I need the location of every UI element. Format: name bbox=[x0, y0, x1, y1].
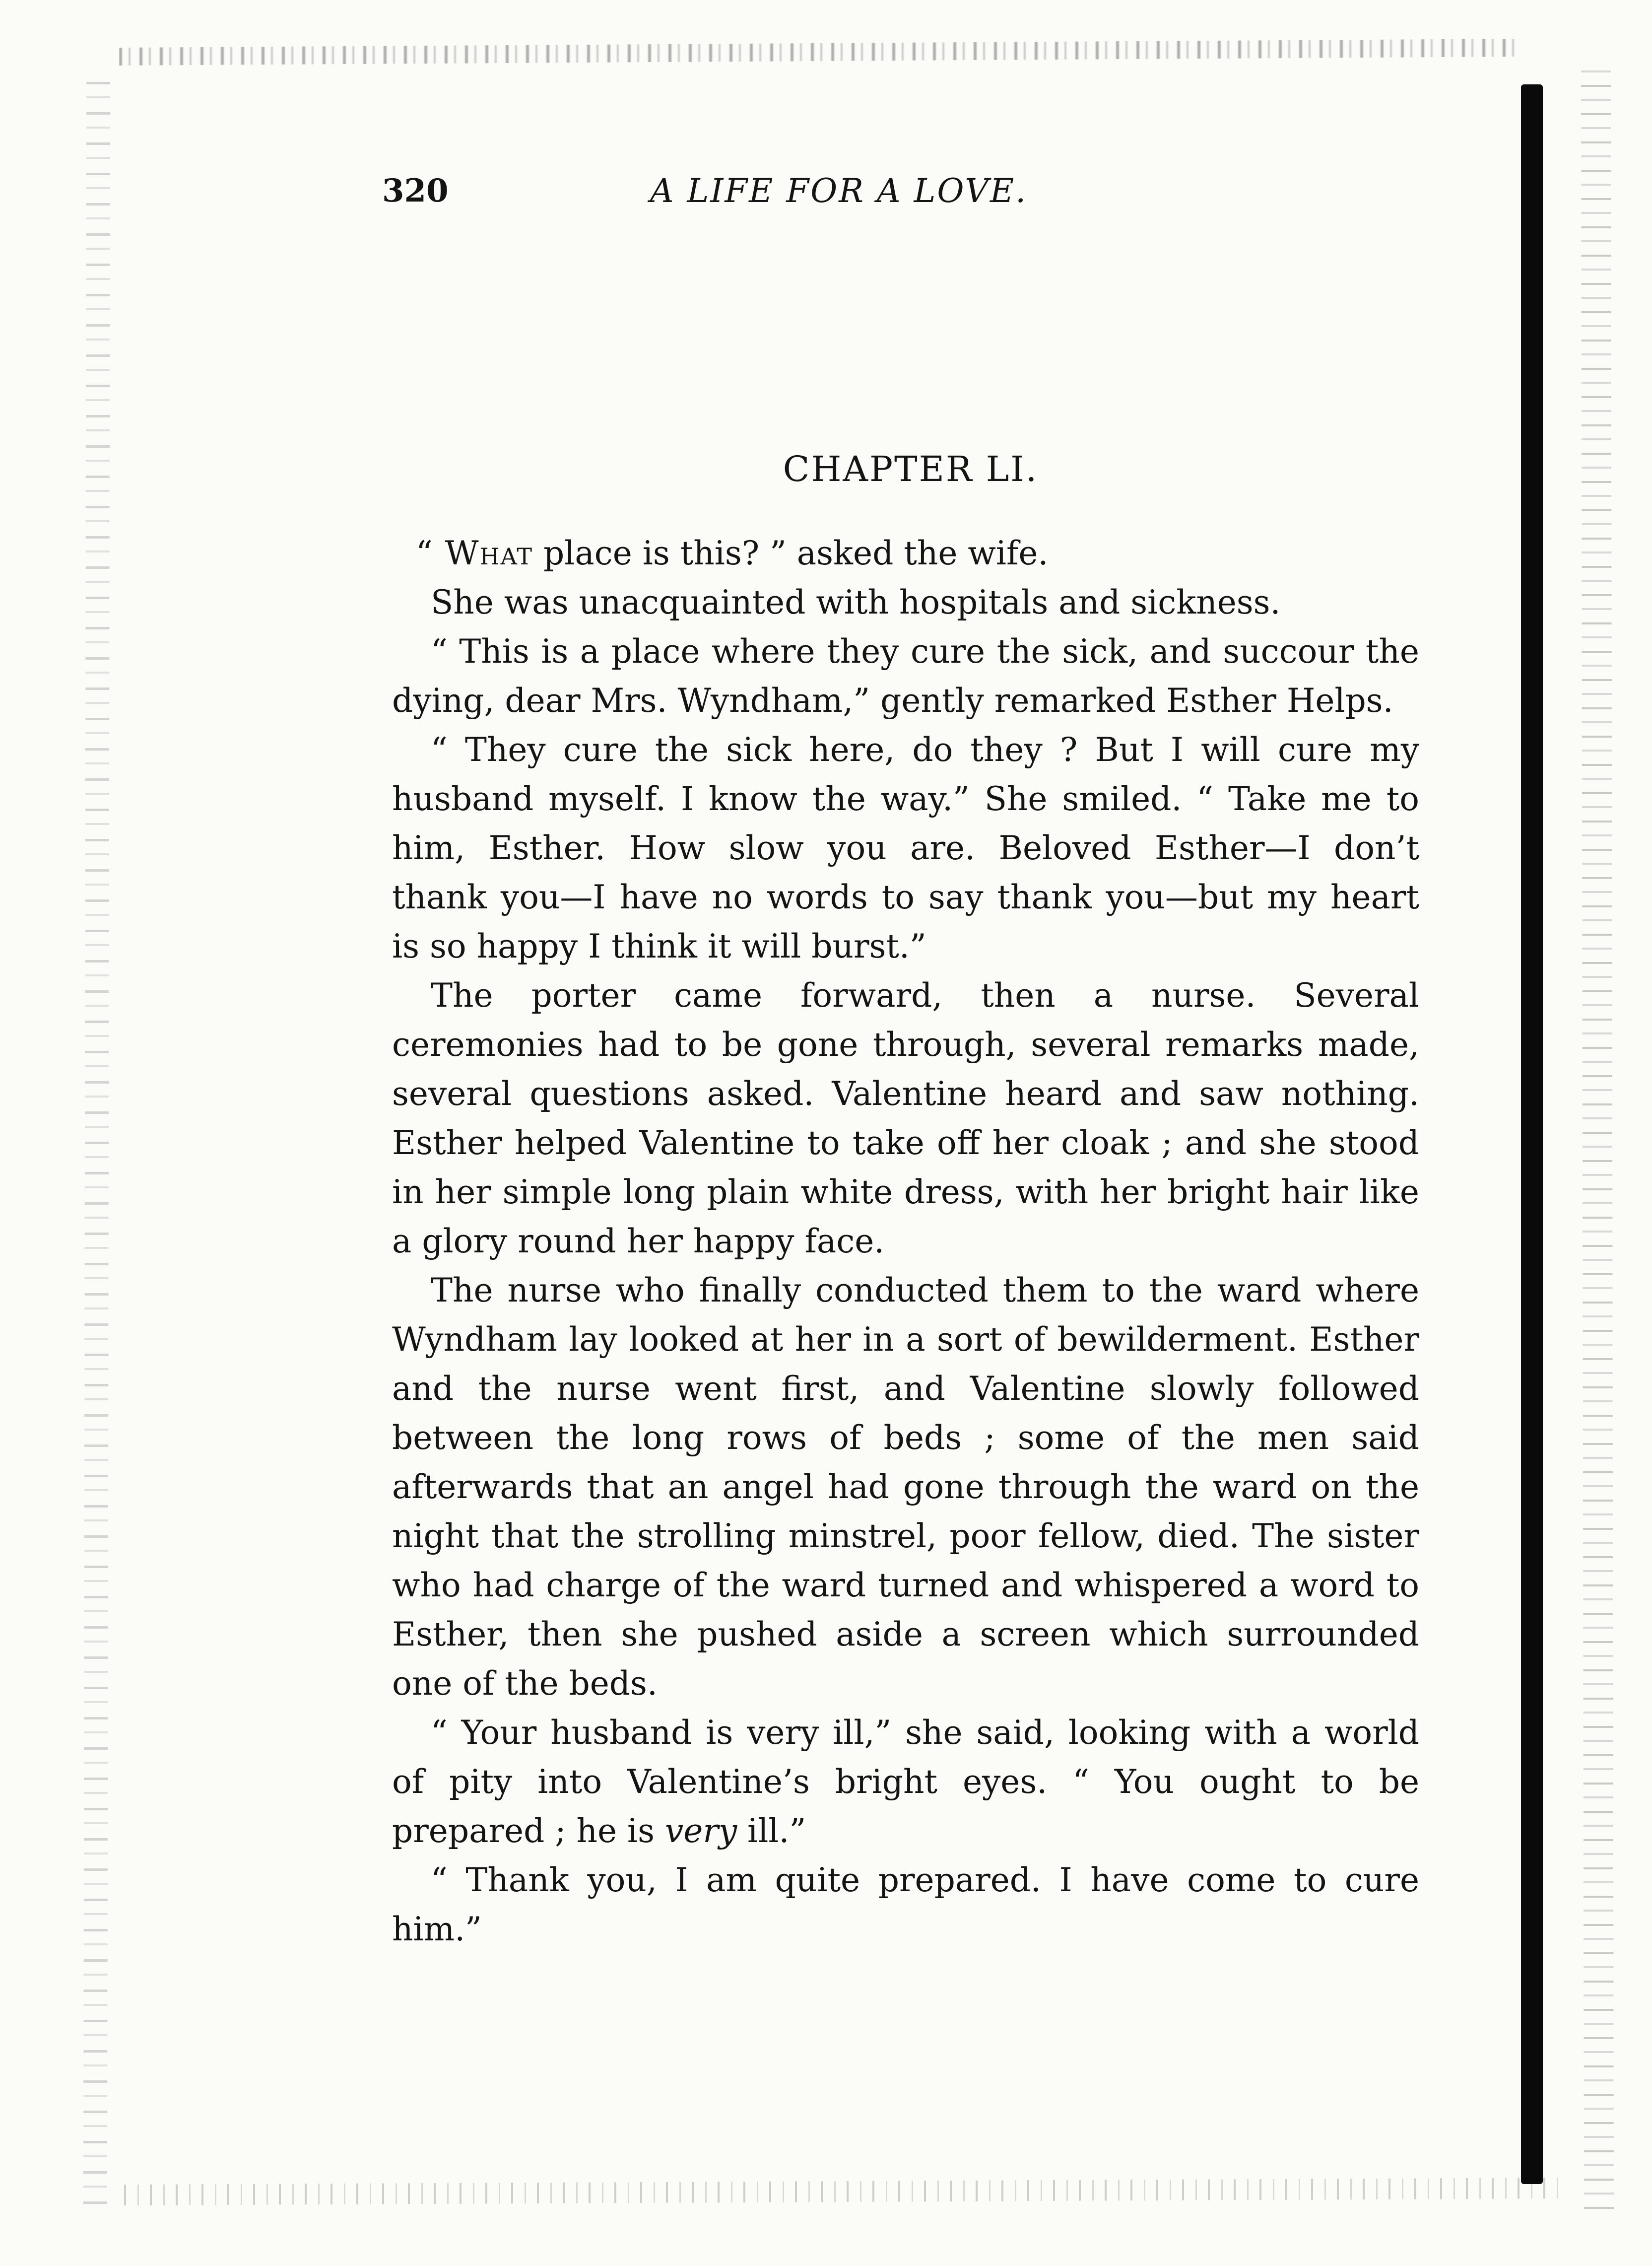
paragraph bbox=[392, 529, 1419, 578]
scan-edge-right bbox=[1563, 60, 1623, 2209]
scan-edge-top bbox=[119, 30, 1519, 74]
page-header bbox=[382, 166, 1439, 221]
paragraph: “ They cure the sick here, do they ? But I will cure my husband myself. I know the way.” She smiled. “ Take me to him, Esther. How slow you are. Beloved Esther—I don’t thank you—I have no words to say thank you—but my heart is so happy I think it will burst.” bbox=[392, 731, 1419, 965]
book-spine-shadow bbox=[1521, 84, 1543, 2184]
page-number: 320 bbox=[382, 172, 449, 209]
body-text bbox=[392, 529, 1419, 1954]
paragraph: “ This is a place where they cure the sick, and succour the dying, dear Mrs. Wyndham,” gently remarked Esther Helps. bbox=[392, 632, 1419, 720]
running-title: A LIFE FOR A LOVE. bbox=[650, 172, 1028, 210]
emphasis: very bbox=[665, 1812, 737, 1850]
scan-edge-left bbox=[74, 69, 134, 2204]
paragraph: The porter came forward, then a nurse. Several ceremonies had to be gone through, several remarks made, several questions asked. Valentine heard and saw nothing. Esther helped Valentine to take off her cloak ; and she stood in her simple long plain white dress, with her bright hair like a glory round her happy face. bbox=[392, 976, 1419, 1260]
chapter-title: CHAPTER LI. bbox=[783, 449, 1039, 489]
opening-small-caps: “ What bbox=[416, 534, 533, 572]
paragraph-text: ill.” bbox=[737, 1812, 806, 1850]
paragraph-text: “ Your husband is very ill,” she said, looking with a world of pity into Valentine’s bright eyes. “ You ought to be prepared ; he is bbox=[392, 1714, 1419, 1850]
paragraph: “ Thank you, I am quite prepared. I have come to cure him.” bbox=[392, 1861, 1419, 1948]
paragraph bbox=[392, 1708, 1419, 1855]
paragraph: The nurse who finally conducted them to the ward where Wyndham lay looked at her in a sort of bewilderment. Esther and the nurse went first, and Valentine slowly followed between the long rows of beds ; some of the men said afterwards that an angel had gone through the ward on the night that the strolling minstrel, poor fellow, died. The sister who had charge of the ward turned and whispered a word to Esther, then she pushed aside a screen which surrounded one of the beds. bbox=[392, 1271, 1419, 1703]
paragraph-text: place is this? ” asked the wife. bbox=[533, 534, 1049, 572]
paragraph: She was unacquainted with hospitals and sickness. bbox=[431, 583, 1281, 621]
scan-edge-bottom bbox=[124, 2174, 1563, 2209]
